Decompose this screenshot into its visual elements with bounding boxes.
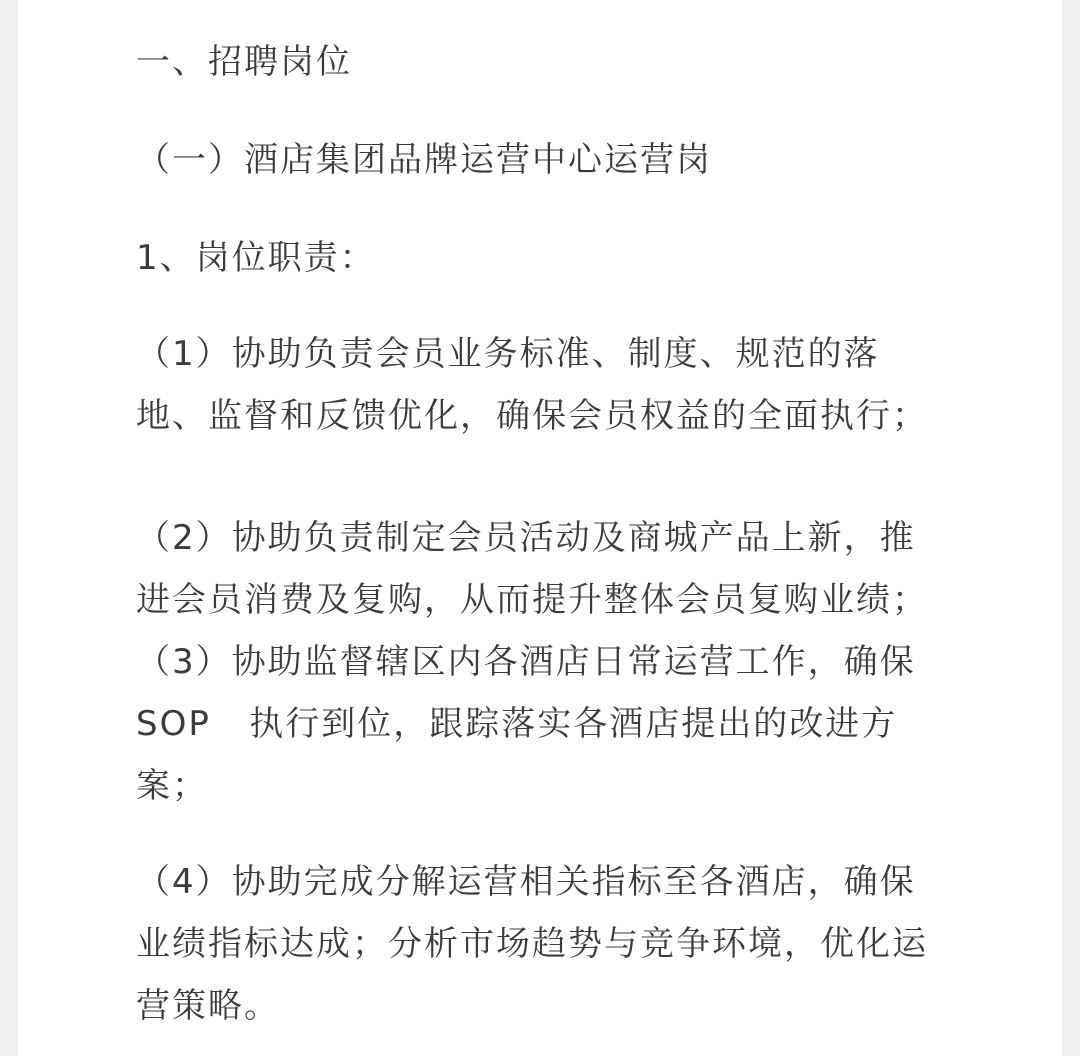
duty-line: 业绩指标达成；分析市场趋势与竞争环境，优化运 [136, 924, 928, 964]
duty-line: （3）协助监督辖区内各酒店日常运营工作，确保 [136, 642, 916, 682]
duty-line: （4）协助完成分解运营相关指标至各酒店，确保 [136, 862, 916, 902]
position-title: （一）酒店集团品牌运营中心运营岗 [136, 140, 712, 180]
duty-line: 地、监督和反馈优化，确保会员权益的全面执行； [136, 396, 928, 436]
duty-line: （1）协助负责会员业务标准、制度、规范的落 [136, 334, 880, 374]
duty-line: 营策略。 [136, 986, 280, 1026]
duty-line: 进会员消费及复购，从而提升整体会员复购业绩； [136, 580, 928, 620]
section-heading: 一、招聘岗位 [136, 42, 352, 82]
duty-line: 案； [136, 766, 208, 806]
article-page [18, 0, 1062, 1056]
duty-line: （2）协助负责制定会员活动及商城产品上新，推 [136, 518, 916, 558]
duties-heading: 1、岗位职责： [136, 238, 376, 278]
duty-line: SOP 执行到位，跟踪落实各酒店提出的改进方 [136, 704, 898, 744]
